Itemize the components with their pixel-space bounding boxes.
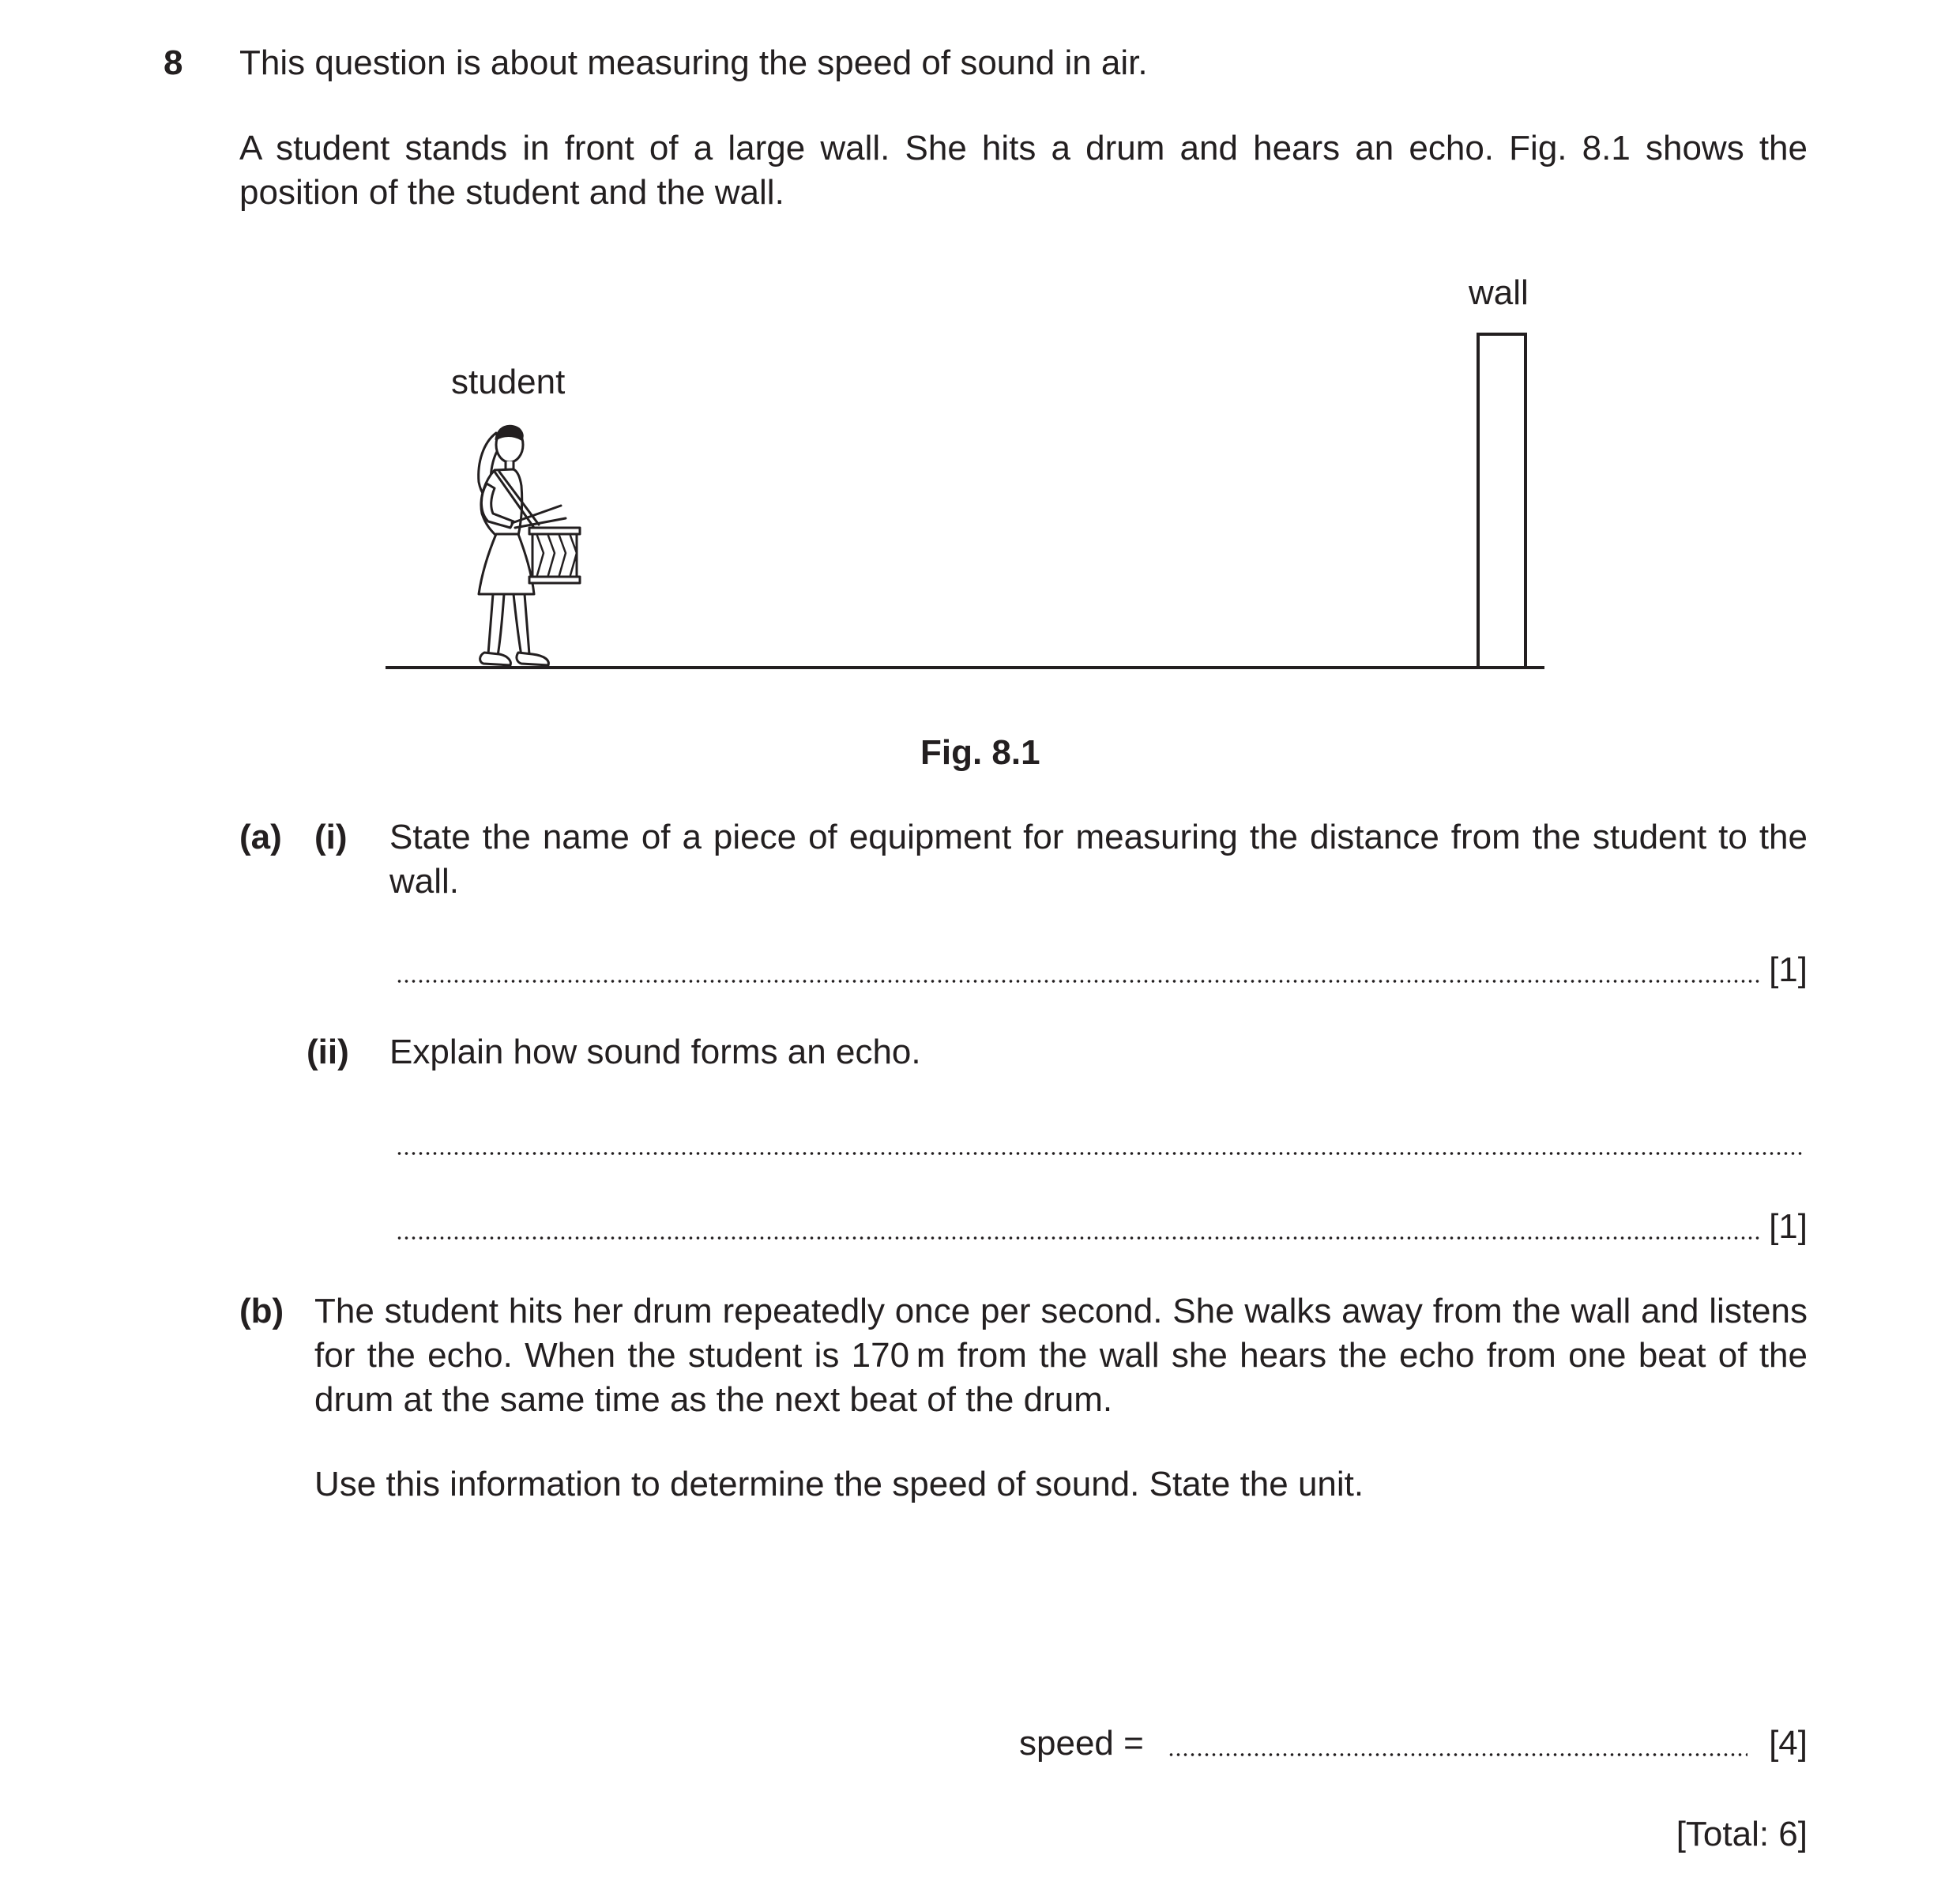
part-b-instruction: Use this information to determine the speed of sound. State the unit. <box>314 1465 1364 1503</box>
part-a-ii-label: (ii) <box>307 1033 349 1071</box>
student-figure <box>479 426 580 665</box>
speed-answer-line[interactable] <box>1168 1753 1747 1756</box>
answer-line-a-ii-2[interactable] <box>396 1236 1762 1240</box>
part-a-i-label: (i) <box>314 818 348 856</box>
part-a-ii-question: Explain how sound forms an echo. <box>389 1033 921 1071</box>
wall <box>1478 334 1525 668</box>
part-a-label: (a) <box>239 818 282 856</box>
marks-a-i: [1] <box>1769 950 1808 989</box>
figure-caption: Fig. 8.1 <box>920 733 1040 772</box>
part-a-i-question: State the name of a piece of equipment for measuring the distance from the student to the wall. <box>389 818 1808 901</box>
question-context: A student stands in front of a large wall. She hits a drum and hears an echo. Fig. 8.1 shows the position of the student and the wall. <box>239 129 1808 212</box>
part-b-label: (b) <box>239 1292 284 1330</box>
answer-line-a-i[interactable] <box>396 980 1762 983</box>
question-intro: This question is about measuring the speed of sound in air. <box>239 43 1148 82</box>
total-marks: [Total: 6] <box>1676 1815 1808 1853</box>
answer-line-a-ii-1[interactable] <box>396 1152 1804 1155</box>
question-number: 8 <box>164 43 183 82</box>
speed-answer-label: speed = <box>1019 1724 1144 1763</box>
figure-drawing <box>0 0 1960 790</box>
part-b-question: The student hits her drum repeatedly once per second. She walks away from the wall and listens for the echo. When the student is 170 m from the wall she hears the echo from one beat of the drum at the same time as the next beat of the drum. <box>314 1292 1808 1419</box>
figure-8-1 <box>0 0 1960 790</box>
wall-label: wall <box>1469 273 1529 312</box>
student-label: student <box>451 363 566 401</box>
marks-b: [4] <box>1769 1724 1808 1763</box>
marks-a-ii: [1] <box>1769 1207 1808 1246</box>
